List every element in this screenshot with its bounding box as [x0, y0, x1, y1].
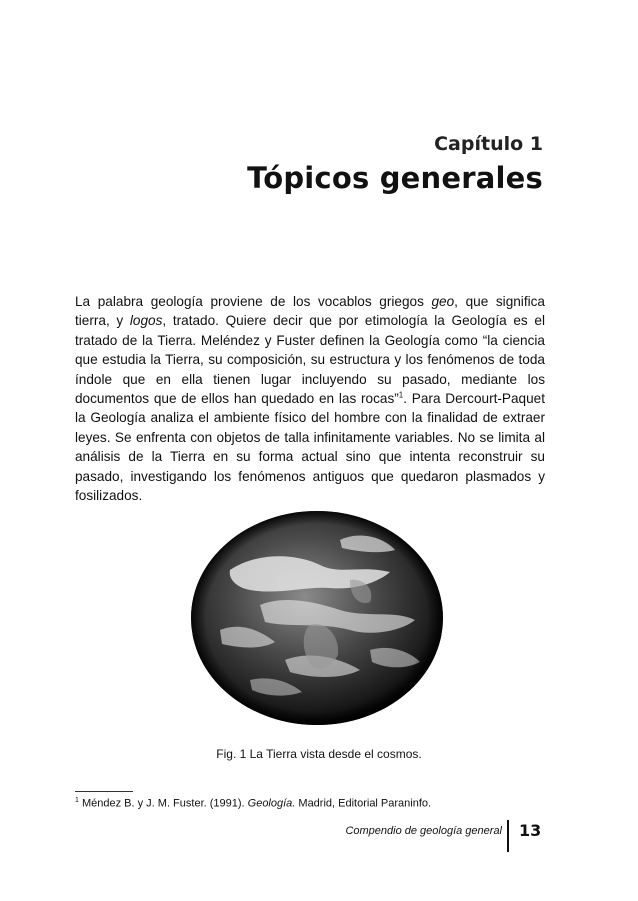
footnote-reference: 1: [398, 390, 404, 400]
running-footer-title: Compendio de geología general: [345, 825, 502, 837]
footnote: [75, 797, 431, 810]
footnote-text: Méndez B. y J. M. Fuster. (1991).: [81, 797, 248, 810]
body-paragraph: [75, 292, 545, 505]
chapter-title: Tópicos generales: [247, 161, 543, 195]
earth-image: [190, 510, 444, 726]
footnote-divider: [75, 791, 133, 792]
footnote-text: Madrid, Editorial Paraninfo.: [295, 797, 432, 810]
page-number: 13: [519, 821, 542, 840]
text-run: . Para Dercourt-Paquet la Geología analiza el ambiente físico del hombre con la finalidad de extraer leyes. Se enfrenta con objetos de talla infinitamente variables. No se limita al análisis de la Tierra en su forma actual sino que intenta reconstruir su pasado, investigando los fenómenos antiguos que quedaron plasmados y fosilizados.: [75, 391, 546, 504]
footnote-marker: 1: [75, 797, 79, 804]
earth-figure: [190, 510, 444, 726]
term-logos: logos: [129, 313, 163, 329]
footer-divider: [507, 820, 509, 852]
text-run: , que significa tierra, y: [75, 294, 545, 329]
figure-caption: Fig. 1 La Tierra vista desde el cosmos.: [216, 747, 422, 761]
text-run: La palabra geología proviene de los vocablos griegos: [75, 294, 432, 309]
footnote-book-title: Geología.: [247, 797, 296, 810]
term-geo: geo: [431, 294, 455, 309]
text-run: , tratado. Quiere decir que por etimología la Geología es el tratado de la Tierra. Meléndez y Fuster definen la Geología como “la ciencia que estudia la Tierra, su composición, su estructura y los fenómenos de toda índole que en ella tienen lugar incluyendo su pasado, mediante los documentos que de ellos han quedado en las rocas”: [75, 313, 545, 407]
chapter-label: Capítulo 1: [434, 133, 543, 155]
